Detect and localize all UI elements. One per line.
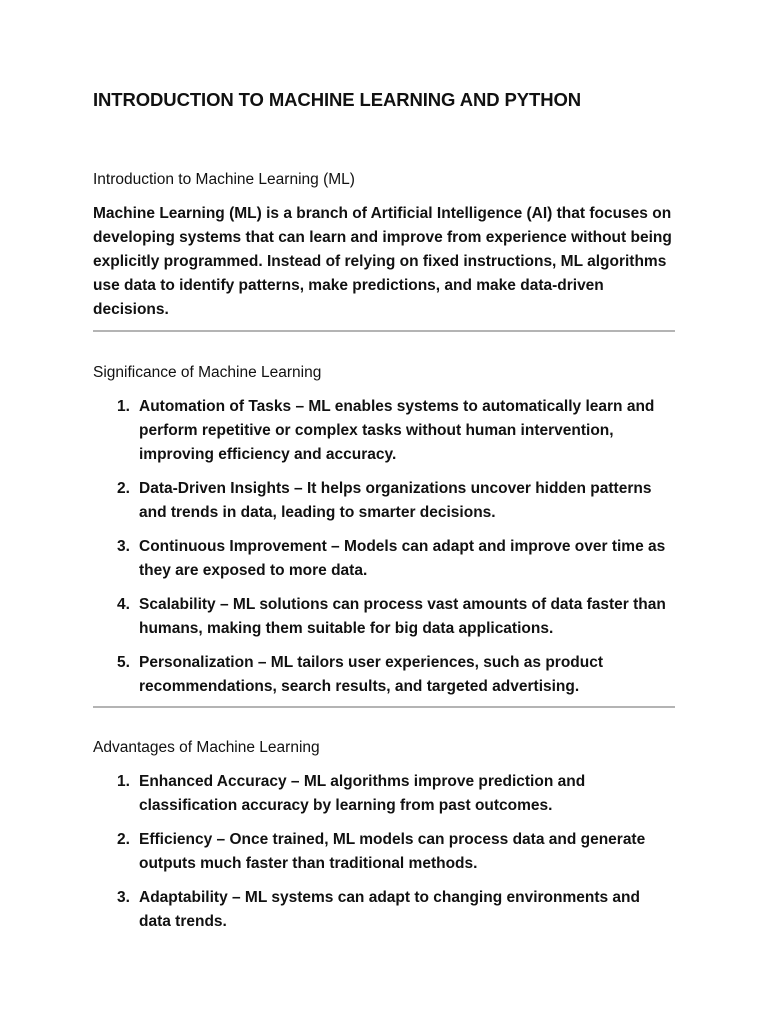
- list-item-text: Scalability – ML solutions can process vast amounts of data faster than humans, making them suitable for big data applications.: [139, 596, 666, 637]
- list-item-number: 2.: [117, 480, 130, 497]
- list-item-number: 1.: [117, 773, 130, 790]
- section-divider: [93, 706, 675, 708]
- list-item: [93, 535, 675, 583]
- list-item-text: Enhanced Accuracy – ML algorithms improve prediction and classification accuracy by learning from past outcomes.: [139, 773, 586, 814]
- advantages-heading: Advantages of Machine Learning: [93, 739, 320, 756]
- intro-section: [93, 168, 675, 322]
- list-item: [93, 395, 675, 467]
- list-item: [93, 651, 675, 699]
- list-item-text: Adaptability – ML systems can adapt to changing environments and data trends.: [139, 889, 640, 930]
- list-item-number: 5.: [117, 654, 130, 671]
- document-title: INTRODUCTION TO MACHINE LEARNING AND PYTHON: [93, 89, 582, 110]
- intro-paragraph: Machine Learning (ML) is a branch of Artificial Intelligence (AI) that focuses on developing systems that can learn and improve from experience without being explicitly programmed. Instead of relying on fixed instructions, ML algorithms use data to identify patterns, make predictions, and make data-driven decisions.: [93, 205, 672, 318]
- list-item: [93, 886, 675, 934]
- significance-list: [93, 395, 675, 699]
- list-item: [93, 593, 675, 641]
- list-item-number: 4.: [117, 596, 130, 613]
- list-item-text: Data-Driven Insights – It helps organizations uncover hidden patterns and trends in data, leading to smarter decisions.: [139, 480, 652, 521]
- list-item-number: 2.: [117, 831, 130, 848]
- intro-heading: Introduction to Machine Learning (ML): [93, 171, 355, 188]
- section-divider: [93, 330, 675, 332]
- list-item: [93, 828, 675, 876]
- list-item-text: Personalization – ML tailors user experiences, such as product recommendations, search results, and targeted advertising.: [139, 654, 604, 695]
- list-item-text: Continuous Improvement – Models can adapt and improve over time as they are exposed to more data.: [139, 538, 666, 579]
- advantages-list: [93, 770, 675, 934]
- significance-section: [93, 361, 675, 699]
- list-item-number: 3.: [117, 889, 130, 906]
- advantages-section: [93, 736, 675, 934]
- list-item-number: 3.: [117, 538, 130, 555]
- significance-heading: Significance of Machine Learning: [93, 364, 322, 381]
- list-item: [93, 770, 675, 818]
- list-item: [93, 477, 675, 525]
- list-item-text: Automation of Tasks – ML enables systems to automatically learn and perform repetitive or complex tasks without human intervention, improving efficiency and accuracy.: [139, 398, 655, 463]
- list-item-text: Efficiency – Once trained, ML models can process data and generate outputs much faster than traditional methods.: [139, 831, 646, 872]
- list-item-number: 1.: [117, 398, 130, 415]
